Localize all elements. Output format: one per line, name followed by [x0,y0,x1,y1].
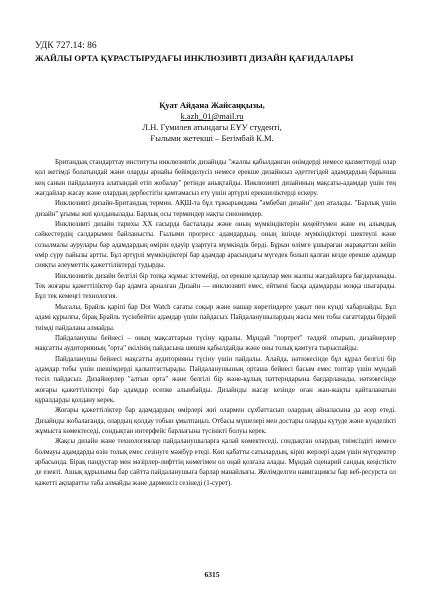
paragraph: Британдық стандарттау институты инклюзивтік дизайнды "жалпы қабылданған өнімдерді немесе қызметтерді олар қол жетімді болатындай және оларды арнайы бейімделусіз немесе ерекше дизайнсыз әдеттегідей адамдардың барынша кең санын пайдалануға алатындай етіп жобалау" ретінде анықтайды. Инклюзивті дизайнның мақсаты-адамдар үшін тең жағдайлар жасау және олардың дербестігін қамтамасыз ету үшін әртүрлі ерекшеліктерді ескеру. [35,159,396,198]
paragraph: Жақсы дизайн және технологиялар пайдаланушыларға қалай көмектеседі, сондықтан олардың тиімсіздігі немесе болмауы адамдарды өзін толық емес сезінуге мәжбүр етеді. Көп қабатты сатылардың, кіріп жерлері адам үшін мүгедектер арбасында. Бірақ пандустар мен мәзірлер-лифттің көмегімен ол оңай қозғала алады. Мұндай сценарий сандық кеңістікте де езекті. Ашық құрылымы бар сайтта пайдаланушыға барлар манайлығы. Желімделген навигациясы бар веб-ресурста ол қажетті ақпаратты таба алмайды және дарменсіз сезінеді (1-сурет). [35,438,396,487]
paragraph: Мысалы, Брайль қаріпі бар Dot Watch сағаты соқыр және нашар көретіндерге уақыт пен күнді хабарлайды. Бұл адамі құрылғы, бірақ Брайль түсінбейтін адамдар үшін пайдасыз. Пайдаланушылардың жасы мен тобы сағаттарды бірдей тиімді пайдалана алмайды. [35,303,396,332]
author-block [0,100,424,144]
paper-title: ЖАЙЛЫ ОРТА ҚҰРАСТЫРУДАҒЫ ИНКЛЮЗИВТІ ДИЗАЙН ҚАҒИДАЛАРЫ [35,53,354,63]
paragraph: Пайдаланушы бейнесі – оның мақсаттарын түсіну құралы. Мұндай "портрет" тәлдей отырып, дизайнерлер мақсатты аудиторияның "орта" екілінің пайдасына шешім қабылдайды және оны толық қамтуға тырыспайды. [35,334,396,353]
paper-body [35,158,396,489]
supervisor: Ғылыми жетекші – Бегімбай К.М. [150,133,274,143]
paragraph: Инклюзивтік дизайн белгілі бір топқа жұмыс істемейді, ол ерекше қалаулар мен жалпы жағдайларға бағдарланады. Тек жоғары қажеттіліктер бар адамға арналған Дизайн — инклюзивті емес, ейткені басқа адамдарды жоққа шығарады. Бұл тек кемеңгі технология. [35,272,396,301]
paragraph: Инклюзивті дизайн-Британдық термин. АҚШ-та бұл тұжырымдама "әмбебап дизайн" деп аталады. "Барлық үшін дизайн" ұғымы жиі қолданылады. Барлық осы терминдер нақты синонимдер. [35,200,396,218]
paragraph: Инклюзивті дизайн тарихы XX ғасырда басталады және оның мүмкіндіктерін кеңейтумен және ең алымдық сәйкестердің салдарымен байланысты. Ғылыми прогресс адамдардың, оның ішінде мүмкіндіктері шектеулі және созылмалы аурулары бар адамдардың өмірін едәуір ұзартуға мүмкіндік берді. Бұрын өлімге ұшыраған жарақаттан кейін өмір сүру пайызы артты. Бұл әртүрлі мүмкіндіктері бар адамдар арасындағы мүгедек болып қалған кезде ерекше адамдар сияқты әлеуметтік қажеттіліктерді тудырды. [35,221,396,270]
author-affiliation: Л.Н. Гумилев атындағы ЕҰУ студенті, [142,122,282,132]
page-number: 6315 [204,570,220,579]
author-email[interactable]: k.azh_01@mail.ru [180,111,244,121]
author-name: Қуат Айдана Жайсаңқызы, [159,100,265,110]
udc-code: УДК 727.14: 86 [35,41,97,51]
paragraph: Пайдаланушы бейнесі мақсатты аудиторияны түсіну үшін пайдалы. Алайда, нәтижесінде бұл құрал белгілі бір адамдар тобы үшін шешімдерді қалыптастырады. Пайдаланушының орташа бейнесі басым емес топтар үшін мүндай тесіл пайдасыз. Дизайнерлер "алтын орта" және белгілі бір және-құлық паттерндарына бағдарланады, нәтижесінде жоғары қажеттіліктері бар адамдар есепке алынбайды. Дизайнды жасау кезінде оған жан-жақты қайталанатын құралдарды қолдану керек. [35,355,396,404]
paragraph: Жоғары қажеттіліктер бар адамдардың өмірлері жиі олармен сұхбаттасып олардың айналасына да әсер етеді. Дизайнды жобалағанда, олардың қолдау тобын ұмытпаңыз. Отбасы мүшелері мен достары оларды күтуде және күнделікті жұмыста көмектеседі, сондықтан интерфейс барлығына түсінікті болуы керек. [35,407,396,435]
